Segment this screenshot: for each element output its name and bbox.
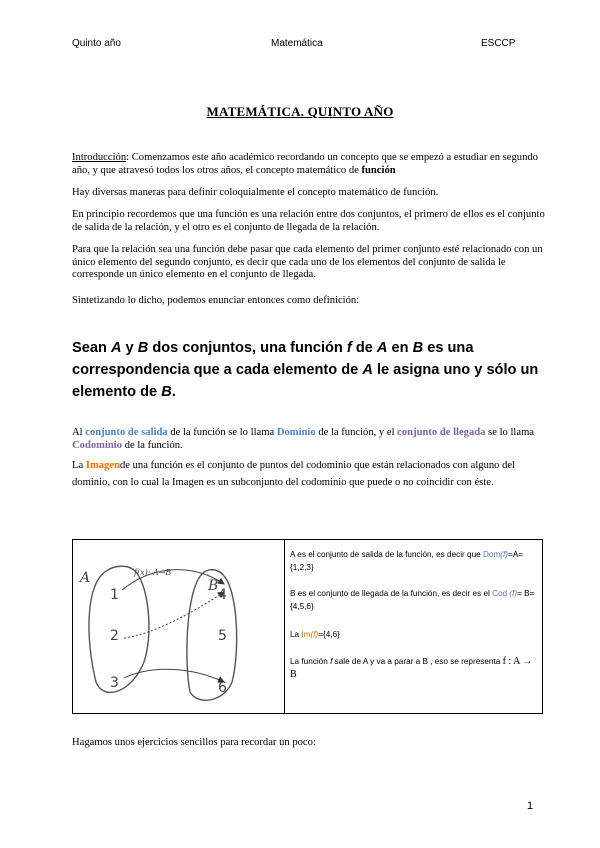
term-conjunto-llegada: conjunto de llegada <box>397 427 486 438</box>
label-function: f(x): A→B <box>134 568 172 577</box>
intro-bold-word: función <box>361 164 396 176</box>
paragraph-3: En principio recordemos que una función es una relación entre dos conjuntos, el primero de ellos es el conjunto de salida de la relación, y el otro es el conjunto de llegada de la relación. <box>72 209 545 233</box>
label-set-a: A <box>80 570 91 586</box>
paragraph-exercises: Hagamos unos ejercicios sencillos para recordar un poco: <box>72 737 316 748</box>
elem-2: 2 <box>110 628 119 644</box>
set-a-oval <box>89 566 149 692</box>
cell-image-text: La Im(f)={4,6} <box>290 630 340 639</box>
header-left: Quinto año <box>72 38 121 49</box>
cell-codomain-text: B es el conjunto de llegada de la función, es decir es el Cod (f)= B={4,5,6} <box>290 589 535 611</box>
page-number: 1 <box>527 800 534 812</box>
intro-text: : Comenzamos este año académico recordando un concepto que se empezó a estudiar en segundo año, y que atravesó todos los otros años, el concepto matemático de <box>72 152 538 176</box>
intro-paragraph <box>72 152 550 177</box>
function-diagram <box>74 542 282 710</box>
term-conjunto-salida: conjunto de salida <box>85 427 168 438</box>
page-title: MATEMÁTICA. QUINTO AÑO <box>206 104 394 119</box>
label-set-b: B <box>208 578 219 594</box>
definition-block: Sean A y B dos conjuntos, una función f de A en B es una correspondencia que a cada elemento de A le asigna uno y sólo un elemento de B. <box>72 340 539 400</box>
function-notation: f : A → B <box>290 656 533 680</box>
term-codominio: Codominio <box>72 439 123 451</box>
domain-paragraph: Al conjunto de salida de la función se lo llama Dominio de la función, y el conjunto de llegada se lo llama Codominio de la función. <box>72 427 535 451</box>
arrow-2-4 <box>124 592 224 638</box>
header-right: ESCCP <box>481 38 516 49</box>
elem-5: 5 <box>218 628 227 644</box>
header-center: Matemática <box>271 38 323 49</box>
cell-representation-text: La función f sale de A y va a parar a B , eso se representa f : A → B <box>290 656 533 680</box>
image-paragraph: La Imagende una función es el conjunto de puntos del codominio que están relacionados con alguno del dominio, con lo cual la Imagen es un subconjunto del codominio que puede o no coincidir con éste. <box>72 460 516 488</box>
elem-1: 1 <box>110 587 119 603</box>
elem-6: 6 <box>218 680 227 696</box>
paragraph-4: Para que la relación sea una función debe pasar que cada elemento del primer conjunto esté relacionado con un único elemento del segundo conjunto, es decir que cada uno de los elementos del conjunto de salida le corresponde un único elemento en el conjunto de llegada. <box>72 244 543 280</box>
term-imagen: Imagen <box>85 460 120 471</box>
intro-label: Introducción <box>72 152 127 163</box>
cell-domain-text: A es el conjunto de salida de la función, es decir que Dom(f)=A={1,2,3} <box>290 550 524 572</box>
paragraph-5: Sintetizando lo dicho, podemos enunciar entonces como definición: <box>72 295 360 306</box>
table-divider <box>284 539 285 714</box>
elem-3: 3 <box>110 675 119 691</box>
elem-4: 4 <box>218 587 227 603</box>
term-dominio: Dominio <box>276 427 316 438</box>
paragraph-2: Hay diversas maneras para definir coloquialmente el concepto matemático de función. <box>72 187 439 198</box>
